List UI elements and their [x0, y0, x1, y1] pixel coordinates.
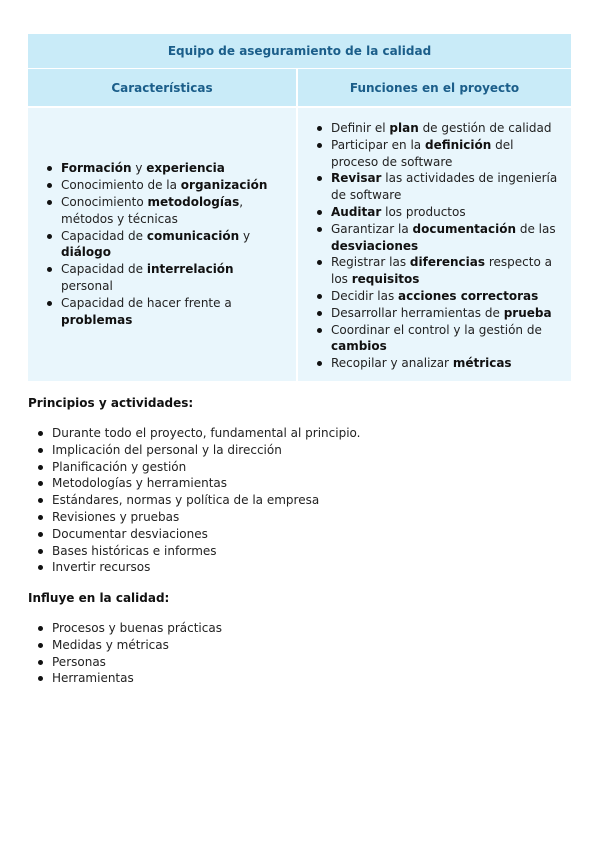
- text-run: Recopilar y analizar: [331, 356, 453, 371]
- list-item: [61, 160, 286, 177]
- text-run: Capacidad de: [61, 228, 147, 243]
- bold-text: interrelación: [146, 262, 234, 277]
- bold-text: Formación: [61, 161, 132, 176]
- bold-text: desviaciones: [331, 238, 419, 253]
- text-run: Participar en la: [331, 137, 425, 152]
- text-run: del proceso de software: [331, 137, 514, 169]
- list-item: [331, 322, 561, 356]
- bold-text: diálogo: [61, 245, 111, 260]
- list-item: Herramientas: [52, 670, 568, 687]
- influye-list: [28, 620, 568, 687]
- list-item: [331, 288, 561, 305]
- text-run: y: [239, 228, 251, 243]
- principios-title: Principios y actividades:: [28, 396, 194, 410]
- text-run: Registrar las: [331, 255, 410, 270]
- text-run: y: [131, 161, 147, 176]
- text-run: Capacidad de hacer frente a: [61, 295, 232, 310]
- table-title-row: [28, 34, 571, 69]
- bold-text: documentación: [412, 221, 517, 236]
- bold-text: organización: [180, 178, 268, 193]
- text-run: Definir el: [331, 121, 390, 135]
- bold-text: requisitos: [351, 272, 420, 287]
- list-item: [331, 305, 561, 322]
- principios-list: [28, 425, 568, 576]
- bold-text: experiencia: [146, 161, 225, 176]
- text-run: Conocimiento: [61, 195, 148, 210]
- list-item: Personas: [52, 654, 568, 671]
- list-item: Medidas y métricas: [52, 637, 568, 654]
- list-item: Invertir recursos: [52, 559, 568, 576]
- list-item: Metodologías y herramientas: [52, 475, 568, 492]
- text-run: , métodos y técnicas: [61, 195, 244, 226]
- list-item: Durante todo el proyecto, fundamental al principio.: [52, 425, 568, 442]
- bold-text: metodologías: [147, 195, 240, 210]
- list-item: Procesos y buenas prácticas: [52, 620, 568, 637]
- quality-team-table: [28, 34, 571, 381]
- list-item: Revisiones y pruebas: [52, 509, 568, 526]
- bold-text: problemas: [61, 312, 133, 327]
- text-run: respecto a los: [331, 255, 552, 287]
- list-item: Bases históricas e informes: [52, 543, 568, 560]
- list-item: [61, 177, 286, 194]
- bold-text: acciones correctoras: [398, 288, 539, 303]
- bold-text: comunicación: [146, 228, 240, 243]
- list-item: Documentar desviaciones: [52, 526, 568, 543]
- list-item: [61, 194, 286, 228]
- text-run: de gestión de calidad: [418, 121, 552, 135]
- principios-section: [28, 425, 568, 576]
- table-header-row: [28, 69, 571, 108]
- list-item: Implicación del personal y la dirección: [52, 442, 568, 459]
- list-item: [331, 221, 561, 255]
- list-item: [331, 204, 561, 221]
- table-title: Equipo de aseguramiento de la calidad: [28, 34, 571, 69]
- table-body-row: [28, 107, 571, 381]
- text-run: Garantizar la: [331, 221, 413, 236]
- bold-text: plan: [389, 121, 419, 135]
- list-item: Planificación y gestión: [52, 459, 568, 476]
- bold-text: Revisar: [331, 171, 382, 186]
- header-funciones: Funciones en el proyecto: [297, 69, 571, 108]
- bold-text: diferencias: [409, 255, 486, 270]
- bold-text: cambios: [331, 339, 387, 354]
- list-item: [331, 120, 561, 137]
- funciones-list: [298, 120, 561, 372]
- list-item: [331, 137, 561, 171]
- funciones-cell: [297, 107, 571, 381]
- influye-title: Influye en la calidad:: [28, 591, 170, 605]
- text-run: Capacidad de: [61, 262, 147, 277]
- bold-text: prueba: [503, 305, 552, 320]
- text-run: Conocimiento de la: [61, 178, 181, 193]
- list-item: [331, 355, 561, 372]
- caracteristicas-cell: [28, 107, 297, 381]
- influye-section: [28, 620, 568, 687]
- bold-text: Auditar: [331, 204, 382, 219]
- list-item: [61, 228, 286, 262]
- text-run: Decidir las: [331, 288, 399, 303]
- text-run: las actividades de ingeniería de software: [331, 171, 558, 203]
- text-run: Desarrollar herramientas de: [331, 305, 504, 320]
- caracteristicas-list: [28, 160, 286, 328]
- list-item: Estándares, normas y política de la empresa: [52, 492, 568, 509]
- list-item: [331, 254, 561, 288]
- text-run: de las: [516, 221, 556, 236]
- text-run: personal: [61, 279, 113, 294]
- bold-text: definición: [424, 137, 492, 152]
- list-item: [61, 261, 286, 295]
- bold-text: métricas: [452, 356, 512, 371]
- header-caracteristicas: Características: [28, 69, 297, 108]
- text-run: los productos: [381, 204, 466, 219]
- list-item: [331, 170, 561, 204]
- text-run: Coordinar el control y la gestión de: [331, 322, 542, 337]
- list-item: [61, 295, 286, 329]
